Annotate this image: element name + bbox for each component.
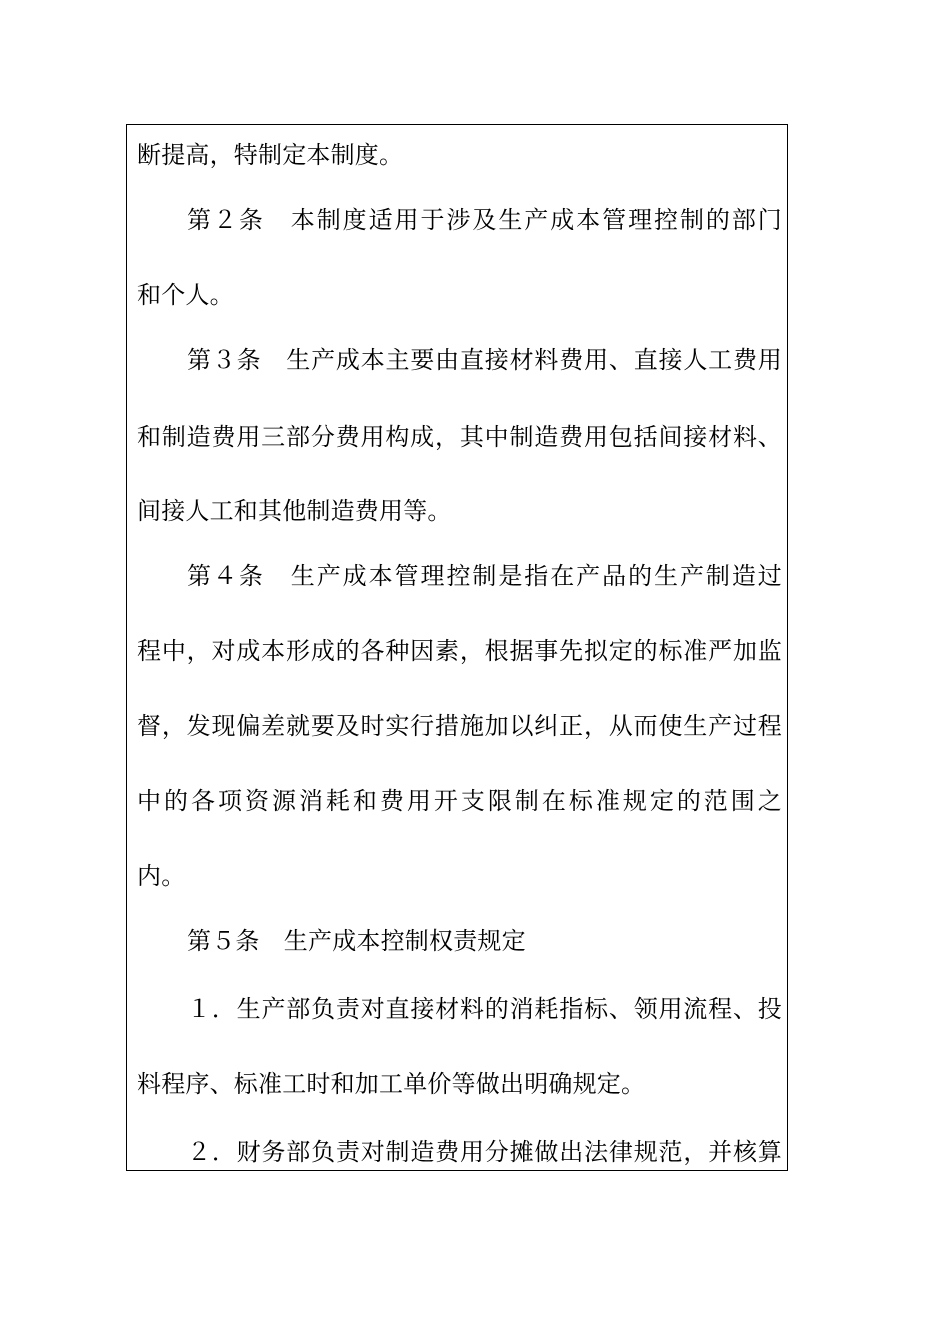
item-2-line-1: ２．财务部负责对制造费用分摊做出法律规范，并核算 — [187, 1138, 782, 1166]
text-line-1: 断提高，特制定本制度。 — [137, 141, 404, 169]
text-frame — [126, 124, 788, 1171]
item-1-line-1: １．生产部负责对直接材料的消耗指标、领用流程、投 — [187, 995, 782, 1023]
article-4-line-1: 第４条 生产成本管理控制是指在产品的生产制造过 — [187, 562, 782, 590]
article-3-line-1: 第３条 生产成本主要由直接材料费用、直接人工费用 — [187, 346, 782, 374]
article-2-line-2: 和个人。 — [137, 281, 234, 309]
article-4-line-5: 内。 — [137, 862, 186, 890]
article-4-line-4: 中的各项资源消耗和费用开支限制在标准规定的范围之 — [137, 787, 782, 815]
article-5-heading: 第５条 生产成本控制权责规定 — [187, 927, 526, 955]
article-3-line-2: 和制造费用三部分费用构成，其中制造费用包括间接材料、 — [137, 423, 782, 451]
article-4-line-2: 程中，对成本形成的各种因素，根据事先拟定的标准严加监 — [137, 637, 782, 665]
article-3-line-3: 间接人工和其他制造费用等。 — [137, 497, 452, 525]
article-4-line-3: 督，发现偏差就要及时实行措施加以纠正，从而使生产过程 — [137, 712, 782, 740]
article-2-line-1: 第２条 本制度适用于涉及生产成本管理控制的部门 — [187, 206, 782, 234]
item-1-line-2: 料程序、标准工时和加工单价等做出明确规定。 — [137, 1070, 646, 1098]
